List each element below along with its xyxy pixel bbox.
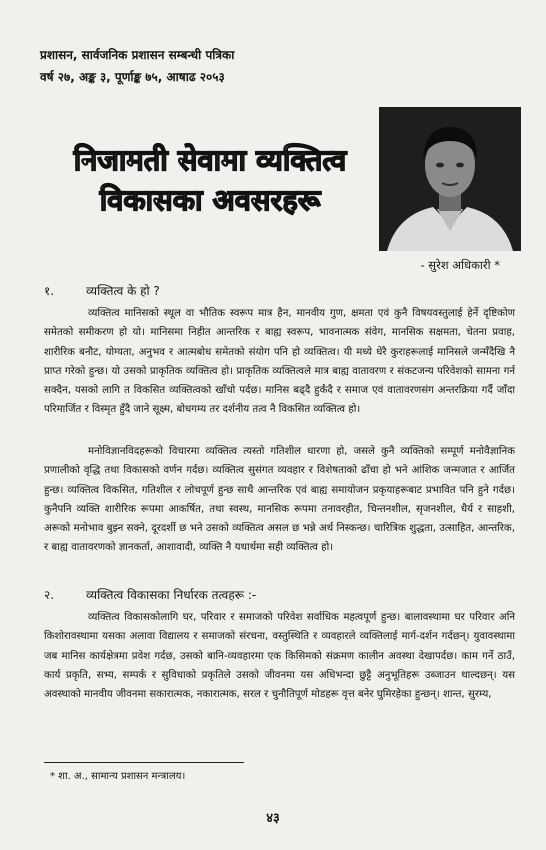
section-heading [44,282,160,299]
author-photo [379,107,521,251]
article-title [60,140,360,220]
section-title: व्यक्तित्व विकासका निर्धारक तत्वहरू :- [86,588,257,602]
footnote-divider [44,762,244,763]
author-name: - सुरेश अधिकारी * [420,258,500,272]
section-heading [44,586,256,603]
body-paragraph: व्यक्तित्व मानिसको स्थूल वा भौतिक स्वरूप मात्र हैन, मानवीय गुण, क्षमता एवं कुनै विषयवस्तुलाई हेर्ने दृष्टिकोण समेतको समीकरण हो यो। मानिसमा निहीत आन्तरिक र बाह्य स्वरूप, भावनात्मक संवेग, मानसिक सक्षमता, चेतना प्रवाह, शारीरिक बनौट, योग्यता, अनुभव र आत्मबोध समेतको संयोग पनि हो व्यक्तित्व। यी मध्ये धेरै कुराहरूलाई मानिसले जन्मँदैखि नै प्राप्त गरेको हुन्छ। यो उसको प्राकृतिक व्यक्तित्व हो। प्राकृतिक व्यक्तित्वले मात्र बाह्य वातावरण र संकटजन्य परिवेशको सामना गर्न सक्दैन, यसको लागि त विकसित व्यक्तित्वको खाँचो पर्दछ। मानिस बढ्दै हुर्कंदै र समाज एवं वातावरणसंग अन्तरक्रिया गर्दै जाँदा परिमार्जित र विस्मृत हुँदै जाने सूक्ष्म, बोधगम्य तर दर्शनीय तत्व नै विकसित व्यक्तित्व हो। [44,308,515,416]
journal-header [40,44,234,88]
footnote: * शा. अ., सामान्य प्रशासन मन्त्रालय। [50,771,186,782]
body-paragraph: व्यक्तित्व विकासकोलागि घर, परिवार र समाजको परिवेश सर्वाधिक महत्वपूर्ण हुन्छ। बालावस्थामा घर परिवार अनि किशोरावस्थामा यसका अलावा विद्यालय र समाजको संरचना, वस्तुस्थिति र व्यवहारले व्यक्तिलाई मार्ग-दर्शन गर्दछन्। युवावस्थामा जब मानिस कार्यक्षेत्रमा प्रवेश गर्दछ, उसको बानि-व्यवहारमा एक किसिमको संक्रमण कालीन अवस्था देखापर्दछ। काम गर्ने ठाउँ, कार्य प्रकृति, सभ्य, सम्पर्क र सुविधाको प्रकृतिले उसको जीवनमा यस अधिभन्दा छुट्टै अनुभूतिहरू उब्जाउन थाल्दछन्। यस अवस्थाको मानवीय जीवनमा सकारात्मक, नकारात्मक, सरल र चुनौतिपूर्ण मोडहरू वृत्त बनेर घुमिरहेका हुन्छन्। शान्त, सुरम्य, [44,612,515,701]
section-number: १. [44,284,55,298]
title-line-1: निजामती सेवामा व्यक्तित्व [73,143,347,177]
title-line-2: विकासका अवसरहरू [99,183,321,217]
journal-issue: वर्ष २७, अङ्क ३, पूर्णाङ्क ७५, आषाढ २०५३ [40,70,225,84]
body-paragraph: मनोविज्ञानविदहरूको विचारमा व्यक्तित्व त्यस्तो गतिशील धारणा हो, जसले कुनै व्यक्तिको सम्पूर्ण मनोवैज्ञानिक प्रणालीको वृद्धि तथा विकासको वर्णन गर्दछ। व्यक्तित्व सुसंगत व्यवहार र विशेषताको ढाँचा हो भने आंशिक जन्मजात र आर्जित हुन्छ। व्यक्तित्व विकसित, गतिशील र लोचपूर्ण हुन्छ साथै आन्तरिक एवं बाह्य समायोजन प्रकृयाहरूबाट प्रभावित पनि हुने गर्दछ। कुनैपनि व्यक्ति शारीरिक रूपमा आकर्षित, तथा स्वस्थ, मानसिक रूपमा तनावरहीत, चिन्तनशील, सृजनशील, धैर्य र साहशी, अरूको मनोभाव बुझ्न सक्ने, दूरदर्शी छ भने उसको व्यक्तित्व असल छ भन्ने अर्थ निस्कन्छ। चारित्रिक शुद्धता, उत्साहित, आन्तरिक, र बाह्य वातावरणको ज्ञानकर्ता, आशावादी, व्यक्ति नै यथार्थमा सही व्यक्तित्व हो। [44,446,515,554]
journal-name: प्रशासन, सार्वजनिक प्रशासन सम्बन्धी पत्रिका [40,48,235,62]
page-number: ४३ [266,811,280,826]
section-title: व्यक्तित्व के हो ? [86,284,160,298]
section-number: २. [44,588,55,602]
author-portrait-image [379,107,521,251]
